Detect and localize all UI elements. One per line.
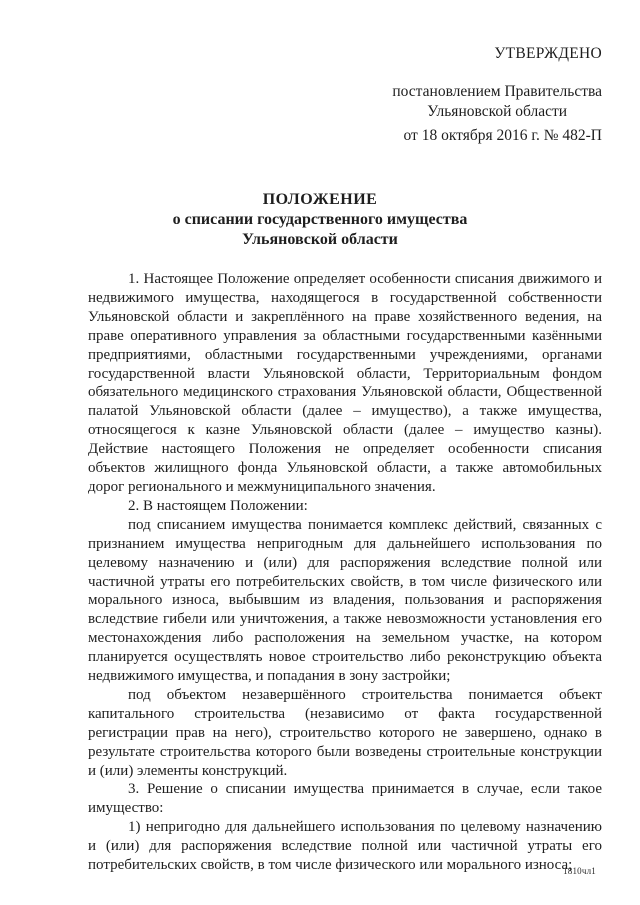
definition-unfinished-construction: под объектом незавершённого строительства понимается объект капитального строительства (независимо от факта государственной регистрации прав на него), строительство которого не завершено, однако в результате строительства которого были возведены строительные конструкции и (или) элементы конструкций.	[88, 686, 602, 779]
definition-write-off: под списанием имущества понимается комплекс действий, связанных с признанием имущества непригодным для дальнейшего использования по целевому назначению и (или) для распоряжения вследствие полной или частичной утраты его потребительских свойств, в том числе физического или морального износа, выбывшим из владения, пользования и распоряжения вследствие гибели или уничтожения, а также невозможности установления его местонахождения либо расположения на земельном участке, на котором планируется осуществлять новое строительство либо реконструкцию объекта недвижимого имущества, и попадания в зону застройки;	[88, 516, 602, 685]
approval-issuer: постановлением Правительства	[392, 83, 602, 100]
approval-stamp: УТВЕРЖДЕНО	[494, 45, 602, 62]
paragraph-2: 2. В настоящем Положении:	[128, 497, 308, 514]
title-subtitle: о списании государственного имущества	[172, 211, 468, 228]
approval-date-number: от 18 октября 2016 г. № 482-П	[403, 127, 602, 144]
document-title	[0, 190, 640, 250]
title-heading: ПОЛОЖЕНИЕ	[262, 191, 378, 208]
paragraph-3-item-1: 1) непригодно для дальнейшего использования по целевому назначению и (или) для распоряжения вследствие полной или частичной утраты его потребительских свойств, в том числе физического или морального износа;	[88, 819, 602, 874]
title-region: Ульяновской области	[242, 231, 398, 248]
document-body	[88, 270, 602, 875]
paragraph-3: 3. Решение о списании имущества принимается в случае, если такое имущество:	[88, 781, 602, 817]
approval-block	[384, 44, 602, 146]
paragraph-1: 1. Настоящее Положение определяет особенности списания движимого и недвижимого имущества, находящегося в государственной собственности Ульяновской области и закреплённого на праве хозяйственного ведения, на праве оперативного управления за областными государственными казёнными предприятиями, областными государственными учреждениями, органами государственной власти Ульяновской области, Территориальным фондом обязательного медицинского страхования Ульяновской области, Общественной палатой Ульяновской области (далее – имущество), а также имущества, относящегося к казне Ульяновской области (далее – имущество казны). Действие настоящего Положения не определяет особенности списания объектов жилищного фонда Ульяновской области, а также автомобильных дорог регионального и межмуниципального значения.	[88, 271, 602, 495]
approval-region: Ульяновской области	[427, 103, 568, 120]
footer-code: 1810чл1	[563, 866, 596, 876]
